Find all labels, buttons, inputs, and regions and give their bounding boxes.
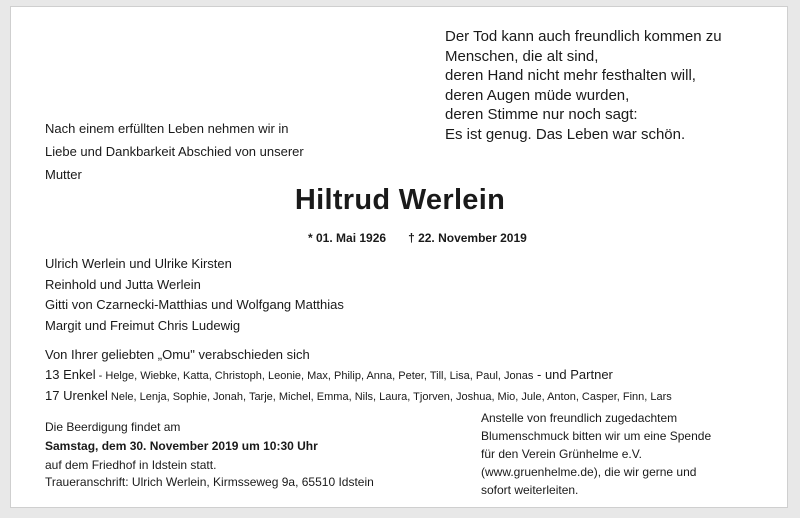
family-member: Ulrich Werlein und Ulrike Kirsten — [45, 256, 232, 271]
donation-line: Anstelle von freundlich zugedachtem — [481, 411, 678, 425]
grandchildren-section — [45, 345, 672, 407]
mourning-address: Traueranschrift: Ulrich Werlein, Kirmsseweg 9a, 65510 Idstein — [45, 475, 374, 489]
intro-line: Nach einem erfüllten Leben nehmen wir in — [45, 121, 289, 136]
poem-line: Der Tod kann auch freundlich kommen zu — [445, 28, 722, 45]
enkel-label: 13 Enkel — [45, 367, 96, 382]
family-list — [45, 254, 344, 336]
donation-note — [481, 409, 711, 499]
funeral-date: Samstag, dem 30. November 2019 um 10:30 Uhr — [45, 439, 318, 453]
life-dates — [308, 231, 527, 245]
poem-line: deren Augen müde wurden, — [445, 86, 630, 104]
death-date: † 22. November 2019 — [408, 231, 527, 245]
family-member: Reinhold und Jutta Werlein — [45, 276, 201, 292]
obituary-notice — [10, 6, 788, 508]
urenkel-line — [45, 386, 672, 407]
intro-line: Liebe und Dankbarkeit Abschied von unserer — [45, 144, 304, 159]
poem-line: Es ist genug. Das Leben war schön. — [445, 125, 686, 143]
intro-text — [45, 117, 304, 186]
donation-line: (www.gruenhelme.de), die wir gerne und — [481, 465, 697, 479]
poem-line: deren Stimme nur noch sagt: — [445, 106, 638, 123]
grandchildren-intro: Von Ihrer geliebten „Omu" verabschieden sich — [45, 347, 310, 362]
enkel-suffix: - und Partner — [533, 367, 613, 382]
poem-line: Menschen, die alt sind, — [445, 47, 599, 65]
family-member: Gitti von Czarnecki-Matthias und Wolfgang Matthias — [45, 297, 344, 312]
urenkel-names: Nele, Lenja, Sophie, Jonah, Tarje, Michel, Emma, Nils, Laura, Tjorven, Joshua, Mio, Jule, Anton, Casper, Finn, Lars — [107, 391, 672, 403]
donation-line: sofort weiterleiten. — [481, 483, 579, 497]
poem-line: deren Hand nicht mehr festhalten will, — [445, 67, 696, 84]
family-member: Margit und Freimut Chris Ludewig — [45, 317, 241, 333]
urenkel-label: 17 Urenkel — [45, 388, 108, 403]
donation-line: Blumenschmuck bitten wir um eine Spende — [481, 429, 712, 443]
intro-line: Mutter — [45, 167, 82, 182]
enkel-names: - Helge, Wiebke, Katta, Christoph, Leonie, Max, Philip, Anna, Peter, Till, Lisa, Paul, Jonas — [95, 370, 534, 382]
birth-date: * 01. Mai 1926 — [308, 231, 387, 245]
donation-line: für den Verein Grünhelme e.V. — [481, 447, 642, 461]
funeral-info — [45, 418, 318, 475]
funeral-line: Die Beerdigung findet am — [45, 420, 181, 434]
funeral-place: auf dem Friedhof in Idstein statt. — [45, 458, 217, 472]
deceased-name: Hiltrud Werlein — [294, 184, 506, 216]
poem — [445, 27, 722, 144]
enkel-line — [45, 365, 672, 386]
